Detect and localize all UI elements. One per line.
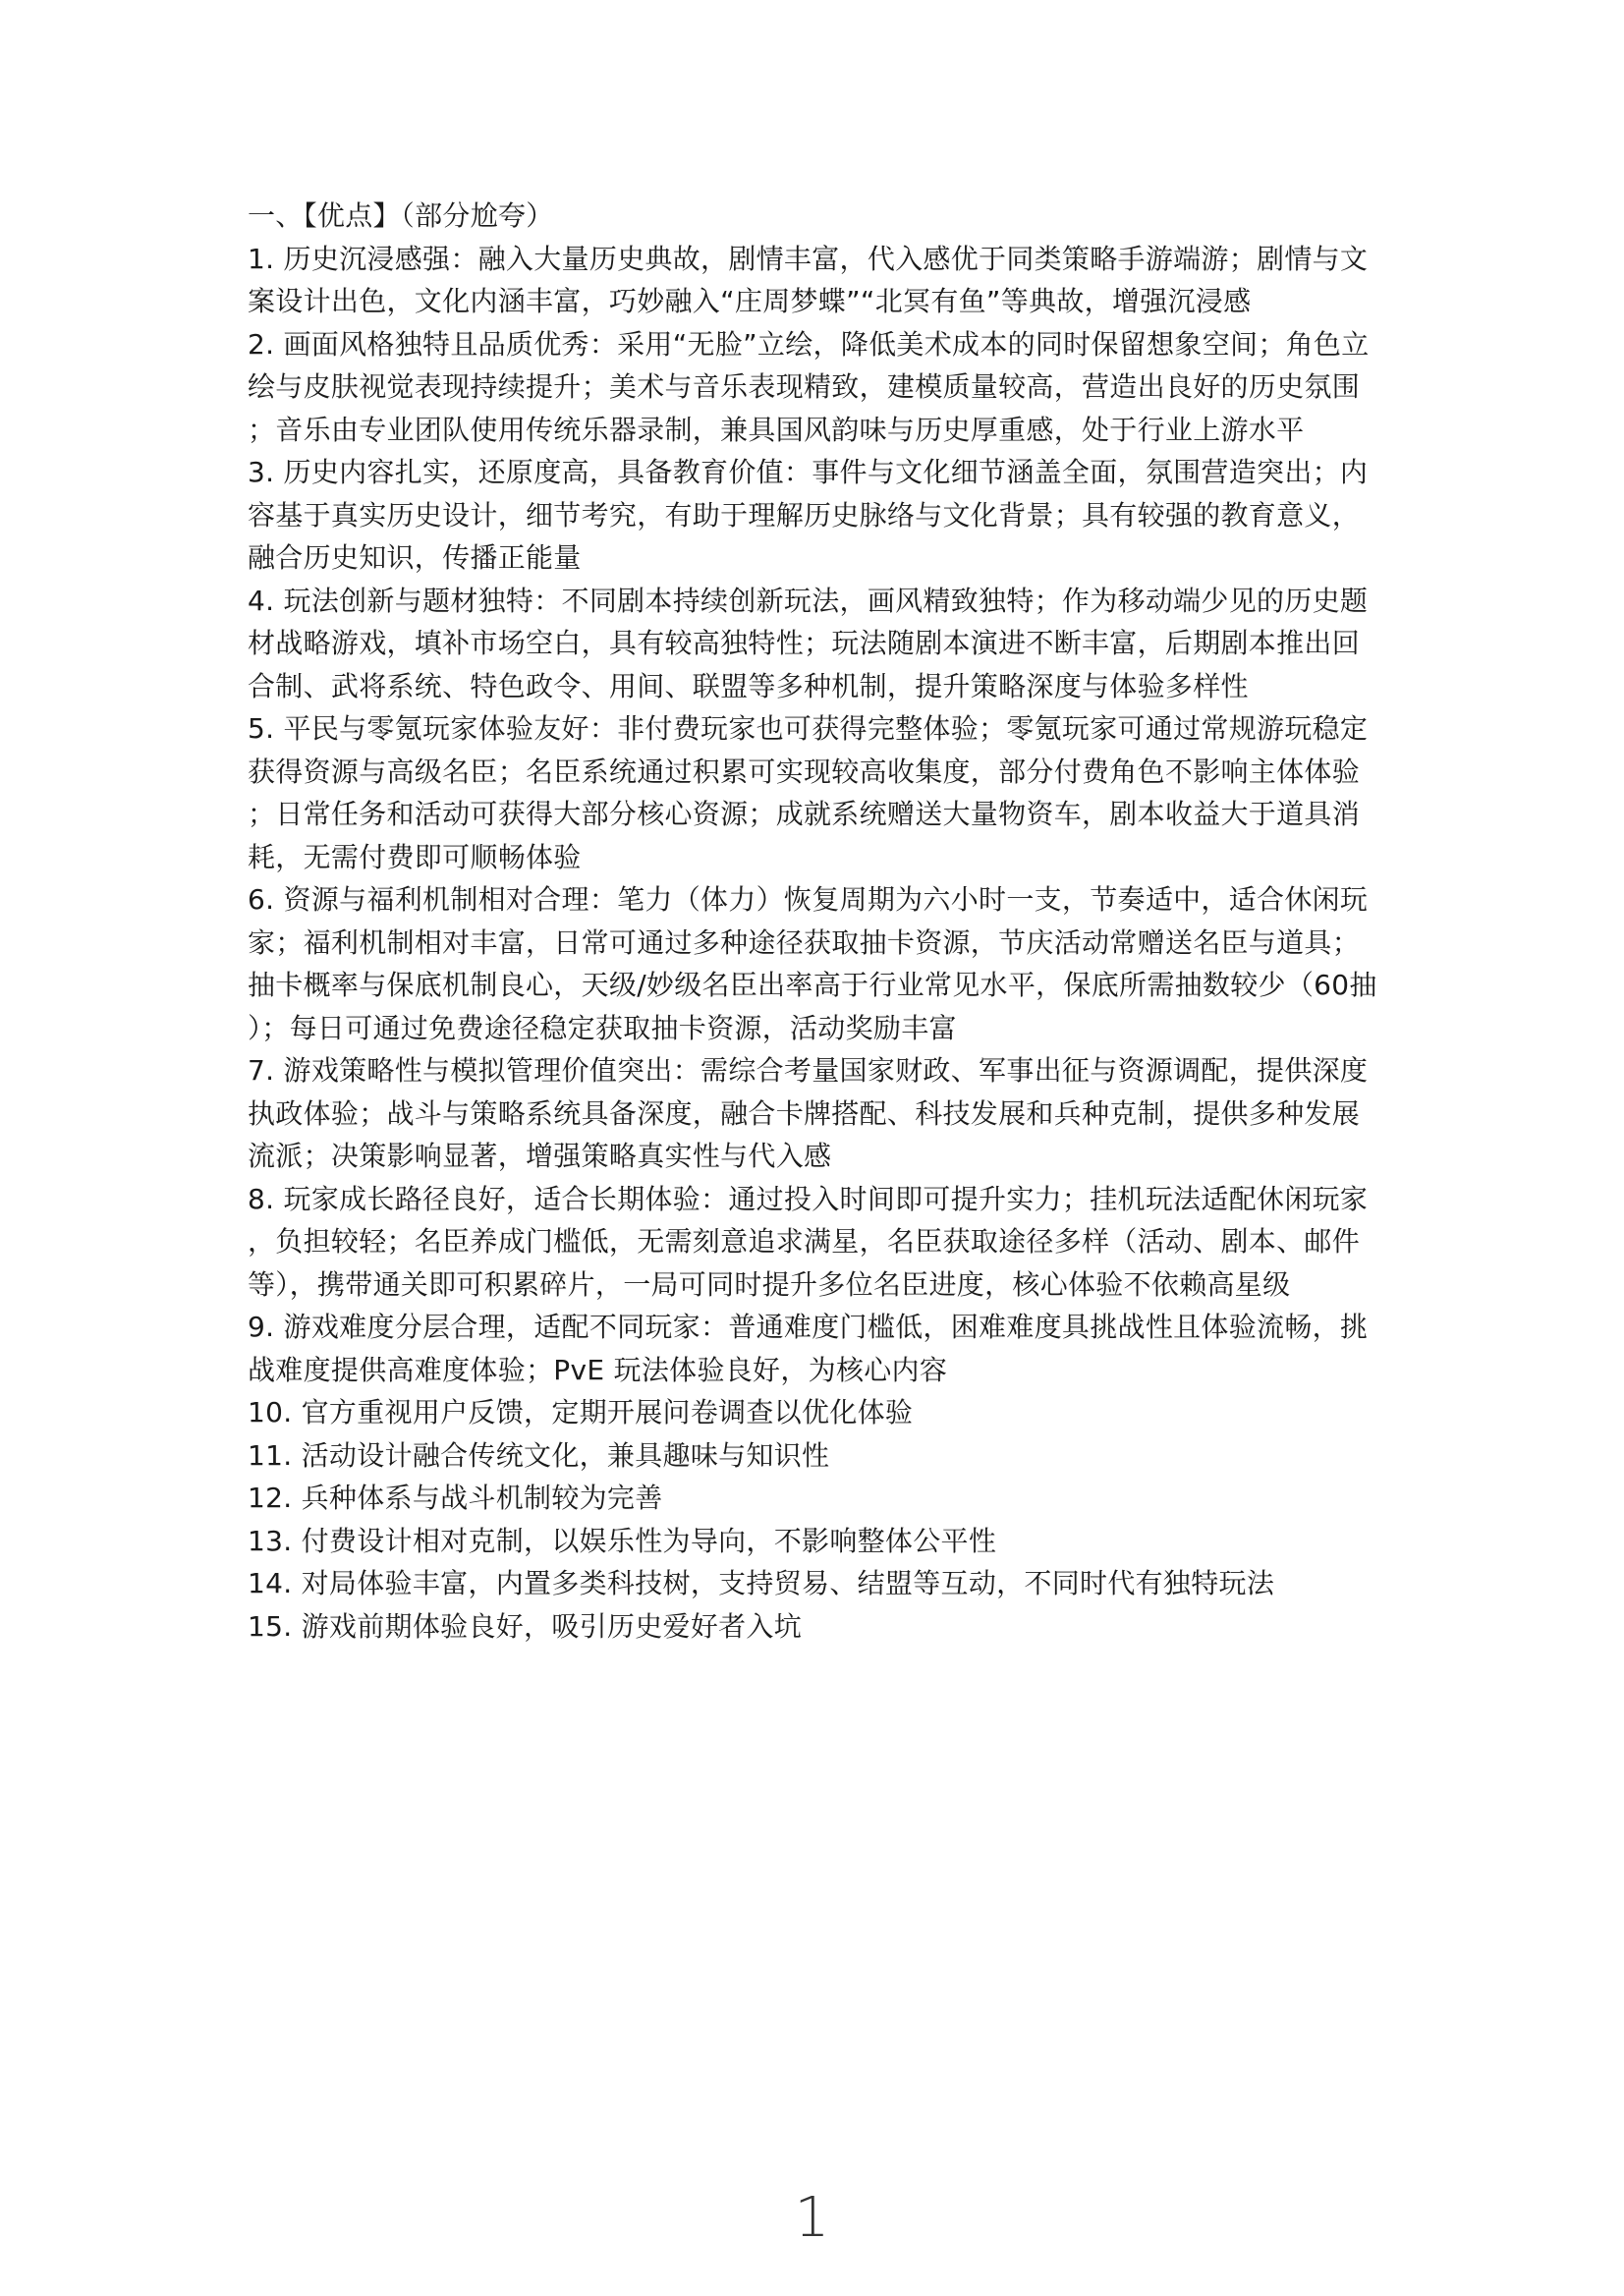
list-item: 10. 官方重视用户反馈，定期开展问卷调查以优化体验	[248, 1396, 914, 1428]
list-item: 2. 画面风格独特且品质优秀：采用“无脸”立绘，降低美术成本的同时保留想象空间；角色立绘与皮肤视觉表现持续提升；美术与音乐表现精致，建模质量较高，营造出良好的历史氛围；音乐由专业团队使用传统乐器录制，兼具国风韵味与历史厚重感，处于行业上游水平	[248, 327, 1370, 446]
list-item: 6. 资源与福利机制相对合理：笔力（体力）恢复周期为六小时一支，节奏适中，适合休闲玩家；福利机制相对丰富，日常可通过多种途径获取抽卡资源，节庆活动常赠送名臣与道具；抽卡概率与保底机制良心，天级/妙级名臣出率高于行业常见水平，保底所需抽数较少（60抽）；每日可通过免费途径稳定获取抽卡资源，活动奖励丰富	[248, 883, 1377, 1044]
section-heading: 一、【优点】（部分尬夸）	[248, 199, 554, 232]
list-item: 13. 付费设计相对克制，以娱乐性为导向，不影响整体公平性	[248, 1524, 997, 1557]
advantages-list	[248, 238, 1387, 1649]
list-item: 7. 游戏策略性与模拟管理价值突出：需综合考量国家财政、军事出征与资源调配，提供深度执政体验；战斗与策略系统具备深度，融合卡牌搭配、科技发展和兵种克制，提供多种发展流派；决策影响显著，增强策略真实性与代入感	[248, 1054, 1369, 1172]
list-item: 12. 兵种体系与战斗机制较为完善	[248, 1482, 663, 1514]
list-item: 9. 游戏难度分层合理，适配不同玩家：普通难度门槛低，困难难度具挑战性且体验流畅，挑战难度提供高难度体验；PvE 玩法体验良好，为核心内容	[248, 1311, 1369, 1386]
document-body	[248, 195, 1387, 1648]
list-item: 8. 玩家成长路径良好，适合长期体验：通过投入时间即可提升实力；挂机玩法适配休闲玩家，负担较轻；名臣养成门槛低，无需刻意追求满星，名臣获取途径多样（活动、剧本、邮件等），携带通关即可积累碎片，一局可同时提升多位名臣进度，核心体验不依赖高星级	[248, 1182, 1369, 1301]
list-item: 14. 对局体验丰富，内置多类科技树，支持贸易、结盟等互动，不同时代有独特玩法	[248, 1567, 1275, 1599]
list-item: 3. 历史内容扎实，还原度高，具备教育价值：事件与文化细节涵盖全面，氛围营造突出；内容基于真实历史设计，细节考究，有助于理解历史脉络与文化背景；具有较强的教育意义，融合历史知识，传播正能量	[248, 456, 1369, 574]
list-item: 11. 活动设计融合传统文化，兼具趣味与知识性	[248, 1438, 830, 1472]
list-item: 5. 平民与零氪玩家体验友好：非付费玩家也可获得完整体验；零氪玩家可通过常规游玩稳定获得资源与高级名臣；名臣系统通过积累可实现较高收集度，部分付费角色不影响主体体验；日常任务和活动可获得大部分核心资源；成就系统赠送大量物资车，剧本收益大于道具消耗，无需付费即可顺畅体验	[248, 712, 1369, 873]
list-item: 15. 游戏前期体验良好，吸引历史爱好者入坑	[248, 1609, 803, 1643]
list-item: 4. 玩法创新与题材独特：不同剧本持续创新玩法，画风精致独特；作为移动端少见的历史题材战略游戏，填补市场空白，具有较高独特性；玩法随剧本演进不断丰富，后期剧本推出回合制、武将系统、特色政令、用间、联盟等多种机制，提升策略深度与体验多样性	[248, 584, 1369, 702]
page-number: 1	[794, 2186, 830, 2250]
list-item: 1. 历史沉浸感强：融入大量历史典故，剧情丰富，代入感优于同类策略手游端游；剧情与文案设计出色，文化内涵丰富，巧妙融入“庄周梦蝶”“北冥有鱼”等典故，增强沉浸感	[248, 242, 1369, 317]
